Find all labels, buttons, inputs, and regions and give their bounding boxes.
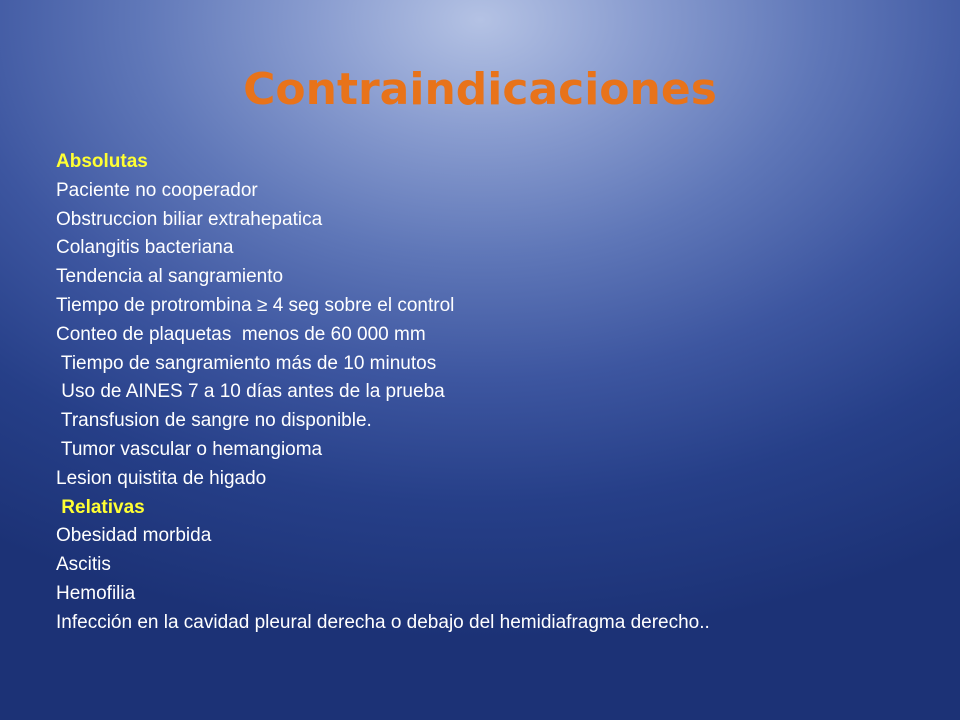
list-item: Ascitis (56, 554, 111, 576)
list-item: Conteo de plaquetas menos de 60 000 mm (56, 323, 426, 345)
list-item: Obesidad morbida (56, 525, 212, 547)
list-item: Tiempo de sangramiento más de 10 minutos (56, 352, 437, 374)
section-heading-relativas: Relativas (56, 496, 145, 518)
list-item: Tiempo de protrombina ≥ 4 seg sobre el control (56, 294, 455, 316)
list-item: Obstruccion biliar extrahepatica (56, 208, 323, 230)
list-item: Lesion quistita de higado (56, 467, 267, 489)
list-item: Transfusion de sangre no disponible. (56, 410, 372, 432)
list-item: Paciente no cooperador (56, 179, 258, 201)
list-item: Tumor vascular o hemangioma (56, 438, 323, 460)
list-item: Tendencia al sangramiento (56, 266, 284, 288)
section-heading-absolutas: Absolutas (56, 151, 148, 172)
list-item: Colangitis bacteriana (56, 237, 234, 259)
list-item: Uso de AINES 7 a 10 días antes de la prueba (56, 381, 445, 403)
list-item: Hemofilia (56, 582, 136, 604)
list-item: Infección en la cavidad pleural derecha o debajo del hemidiafragma derecho.. (56, 611, 710, 633)
slide-title: Contraindicaciones (243, 64, 717, 115)
slide-content (56, 148, 916, 638)
